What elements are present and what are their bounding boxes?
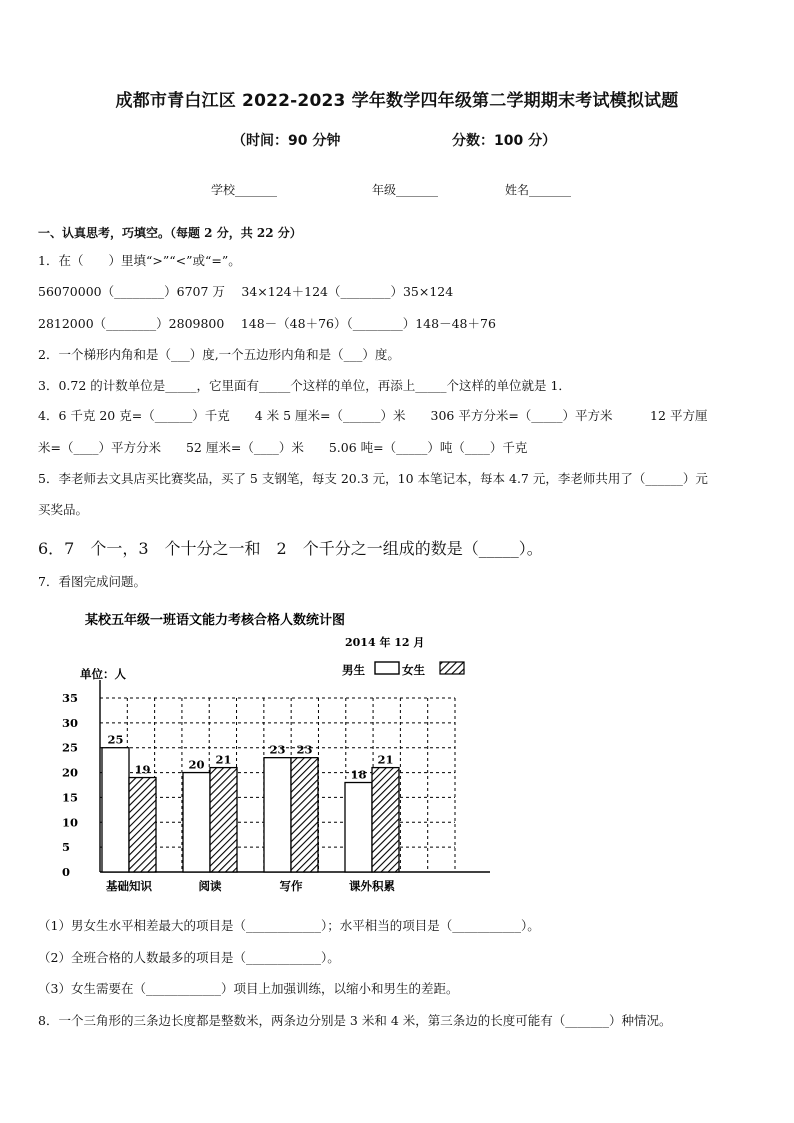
question-1b: 2812000（________）2809800 148－（48＋76）（________）148－48＋76 (38, 316, 496, 331)
bar-value-label: 21 (215, 752, 232, 767)
bar-value-label: 21 (377, 752, 394, 767)
y-tick-label: 20 (62, 765, 79, 780)
question-7-3: （3）女生需要在（____________）项目上加强训练，以缩小和男生的差距。 (38, 981, 459, 996)
bar-value-label: 23 (269, 742, 286, 757)
question-7-1: （1）男女生水平相差最大的项目是（____________）；水平相当的项目是（___________）。 (38, 918, 540, 933)
chart-unit: 单位：人 (80, 667, 126, 681)
school-field: 学校_______ (211, 183, 278, 197)
bar-chart (30, 600, 490, 905)
bar-boys (183, 773, 210, 872)
exam-score: 分数：100 分） (452, 133, 557, 149)
y-tick-label: 10 (62, 815, 79, 830)
question-3: 3．0.72 的计数单位是_____，它里面有_____个这样的单位，再添上_____个这样的单位就是 1． (38, 378, 571, 393)
chart-title: 某校五年级一班语文能力考核合格人数统计图 (85, 613, 346, 628)
question-1: 1．在（ ）里填“>”“<”或“=”。 (38, 253, 241, 268)
question-6: 6．7 个一，3 个十分之一和 2 个千分之一组成的数是（_____）。 (38, 539, 543, 558)
category-label: 基础知识 (106, 879, 152, 893)
y-tick-label: 5 (62, 840, 71, 855)
category-label: 写作 (279, 879, 303, 893)
bar-boys (102, 748, 129, 872)
bar-boys (345, 783, 372, 872)
exam-time: （时间：90 分钟 (232, 133, 341, 149)
question-7-2: （2）全班合格的人数最多的项目是（____________）。 (38, 950, 340, 965)
y-tick-label: 25 (62, 740, 79, 755)
category-label: 阅读 (198, 879, 222, 893)
bar-value-label: 25 (107, 732, 124, 747)
question-5a: 5．李老师去文具店买比赛奖品，买了 5 支钢笔，每支 20.3 元，10 本笔记本，每本 4.7 元，李老师共用了（______）元 (38, 471, 708, 486)
chart-date: 2014 年 12 月 (345, 636, 425, 649)
legend-swatch-boys (375, 662, 399, 674)
y-tick-label: 15 (62, 790, 79, 805)
question-7: 7．看图完成问题。 (38, 574, 146, 589)
bar-value-label: 23 (296, 742, 313, 757)
bar-value-label: 20 (188, 757, 205, 772)
bar-girls (129, 778, 156, 872)
legend-label-boys: 男生 (342, 663, 365, 677)
section-heading: 一、认真思考，巧填空。（每题 2 分，共 22 分） (38, 226, 302, 240)
bar-boys (264, 758, 291, 872)
category-label: 课外积累 (349, 879, 395, 893)
bar-girls (372, 768, 399, 872)
bar-value-label: 18 (350, 767, 367, 782)
question-4b: 米=（____）平方分米 52 厘米=（____）米 5.06 吨=（_____）吨（____）千克 (38, 440, 528, 455)
name-field: 姓名_______ (505, 183, 572, 197)
bar-girls (291, 758, 318, 872)
question-2: 2．一个梯形内角和是（___）度,一个五边形内角和是（___）度。 (38, 347, 400, 362)
chart-svg (30, 600, 490, 905)
question-8: 8．一个三角形的三条边长度都是整数米，两条边分别是 3 米和 4 米，第三条边的长度可能有（_______）种情况。 (38, 1013, 672, 1028)
y-tick-label: 30 (62, 715, 79, 730)
question-4a: 4．6 千克 20 克=（______）千克 4 米 5 厘米=（______）米 306 平方分米=（_____）平方米 12 平方厘 (38, 408, 708, 423)
y-tick-label: 35 (62, 691, 79, 705)
question-5b: 买奖品。 (38, 502, 89, 517)
grade-field: 年级_______ (372, 183, 439, 197)
y-tick-label: 0 (62, 865, 71, 879)
legend-swatch-girls (440, 662, 464, 674)
bar-value-label: 19 (134, 762, 151, 777)
bar-girls (210, 768, 237, 872)
question-1a: 56070000（________）6707 万 34×124＋124（________）35×124 (38, 284, 454, 299)
legend-label-girls: 女生 (402, 663, 425, 677)
chart-legend (342, 662, 464, 677)
page-title: 成都市青白江区 2022-2023 学年数学四年级第二学期期末考试模拟试题 (115, 91, 679, 111)
